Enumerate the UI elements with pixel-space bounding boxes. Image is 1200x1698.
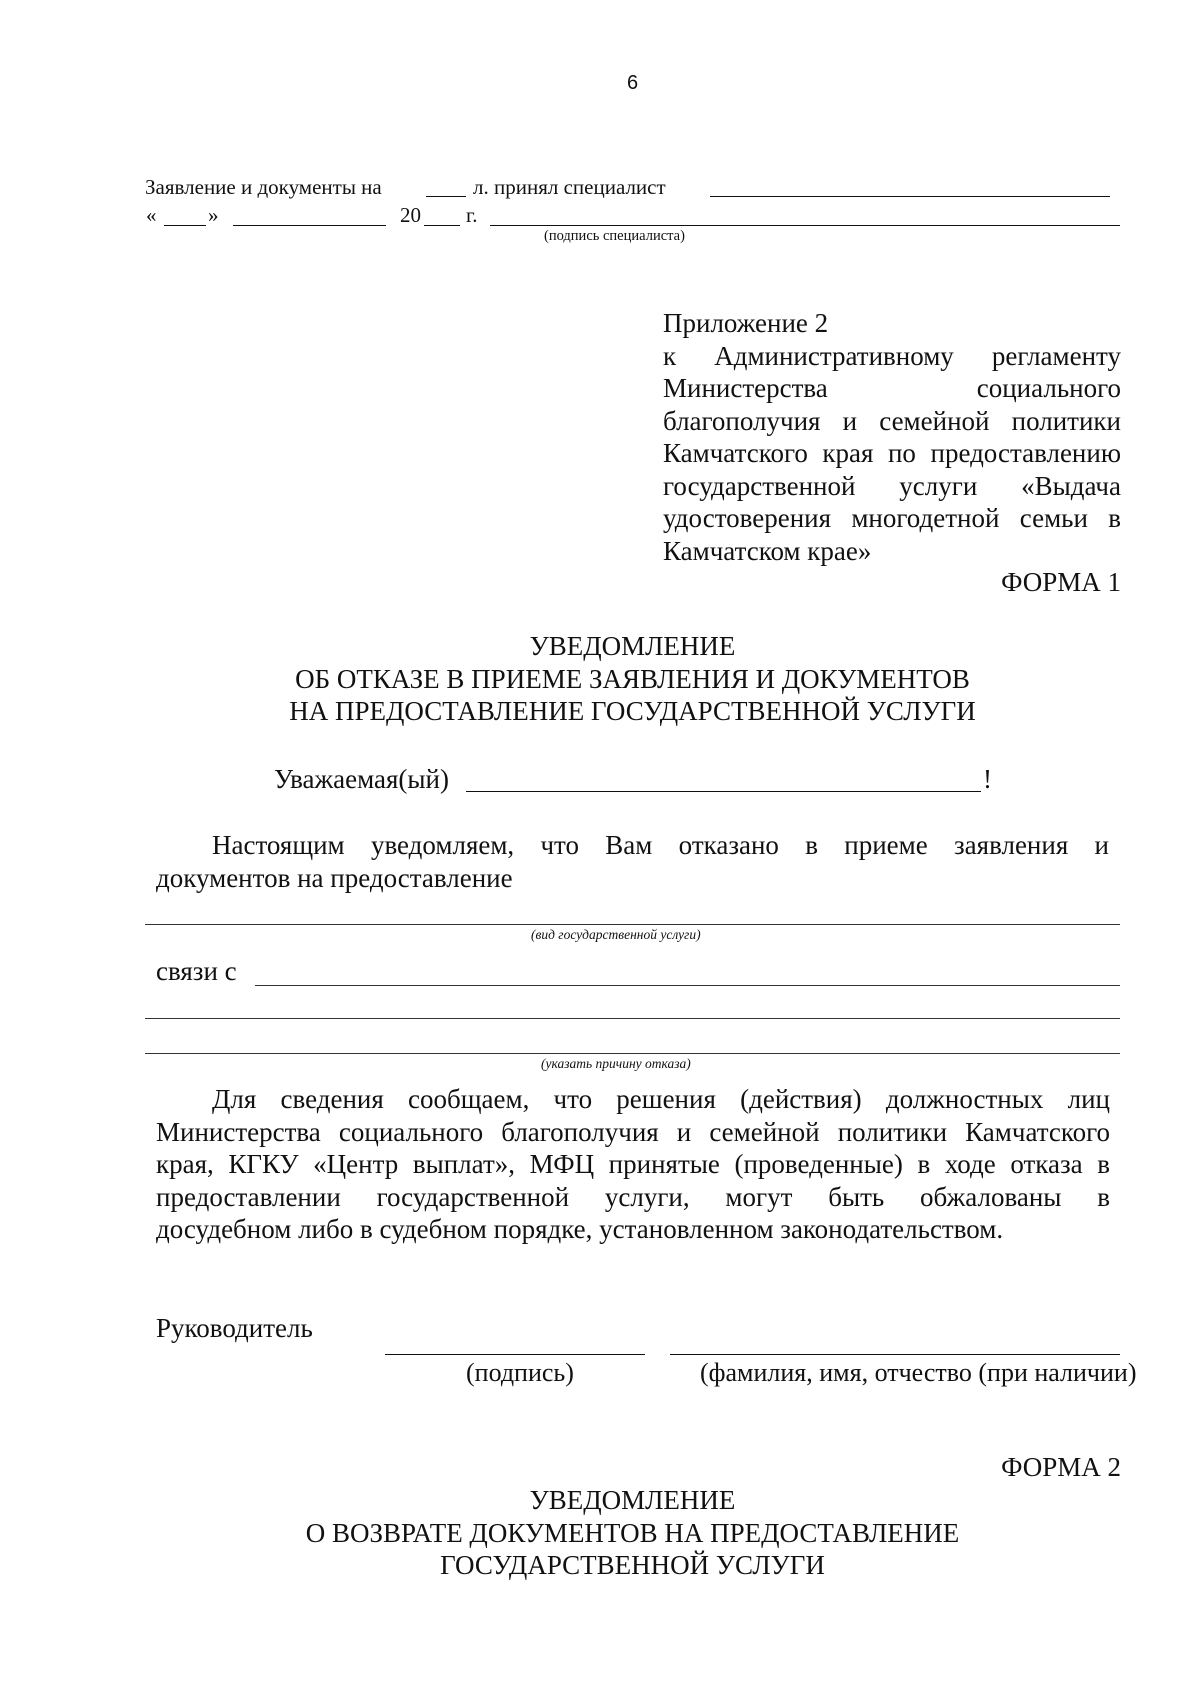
notice1-body-line1: Настоящим уведомляем, что Вам отказано в приеме заявления и — [212, 830, 1109, 860]
info-line: предоставлении государственной услуги, могут быть обжалованы в — [156, 1181, 1110, 1212]
quote-close: » — [208, 203, 219, 227]
head-name-caption: (фамилия, имя, отчество (при наличии) — [700, 1358, 1137, 1387]
reason-field-line3[interactable] — [145, 1053, 1120, 1054]
head-signature-field[interactable] — [385, 1354, 645, 1355]
day-field[interactable] — [164, 225, 206, 226]
info-line: Министерства социального благополучия и семейной политики Камчатского — [156, 1116, 1110, 1147]
appendix-line: удостоверения многодетной семьи в — [663, 503, 1121, 533]
appendix-line: Камчатского края по предоставлению — [663, 438, 1121, 468]
appendix-line: государственной услуги «Выдача — [663, 470, 1121, 501]
year-field[interactable] — [424, 225, 460, 226]
sheets-count-field[interactable] — [426, 196, 466, 197]
appendix-line: Министерства социального — [663, 373, 1121, 403]
specialist-signature-field[interactable] — [490, 225, 1120, 226]
appendix-block — [663, 307, 1121, 567]
head-signature-caption: (подпись) — [466, 1358, 574, 1387]
form2-label: ФОРМА 2 — [1001, 1452, 1121, 1482]
appendix-line: Приложение 2 — [663, 308, 829, 338]
form1-label: ФОРМА 1 — [1001, 567, 1121, 597]
notice1-title — [145, 630, 1120, 728]
service-type-caption: (вид государственной услуги) — [531, 927, 701, 942]
notice1-title-line: УВЕДОМЛЕНИЕ — [529, 631, 736, 661]
specialist-name-field[interactable] — [710, 196, 1110, 197]
reason-field-line1[interactable] — [255, 985, 1120, 986]
receipt-text-documents: Заявление и документы на — [145, 175, 382, 199]
specialist-signature-caption: (подпись специалиста) — [544, 228, 685, 244]
year-prefix: 20 — [400, 203, 421, 227]
quote-open: « — [146, 203, 157, 227]
notice1-title-line: ОБ ОТКАЗЕ В ПРИЕМЕ ЗАЯВЛЕНИЯ И ДОКУМЕНТОВ — [295, 663, 970, 694]
info-line: края, КГКУ «Центр выплат», МФЦ принятые (проведенные) в ходе отказа в — [156, 1149, 1110, 1179]
notice2-title-line: О ВОЗВРАТЕ ДОКУМЕНТОВ НА ПРЕДОСТАВЛЕНИЕ — [305, 1517, 960, 1548]
year-suffix: г. — [466, 203, 478, 227]
head-label: Руководитель — [156, 1313, 313, 1343]
appendix-line: благополучия и семейной политики — [663, 405, 1121, 436]
head-name-field[interactable] — [670, 1354, 1120, 1355]
receipt-text-accepted: л. принял специалист — [473, 175, 666, 199]
appendix-line: к Административному регламенту — [663, 340, 1121, 371]
reason-caption: (указать причину отказа) — [541, 1056, 691, 1071]
info-line: досудебном либо в судебном порядке, установленном законодательством. — [156, 1214, 1004, 1244]
notice2-title — [145, 1484, 1120, 1582]
reason-prefix: связи с — [156, 956, 237, 986]
info-line: Для сведения сообщаем, что решения (действия) должностных лиц — [212, 1084, 1110, 1114]
greeting-label: Уважаемая(ый) — [274, 764, 449, 794]
notice1-body-line2: документов на предоставление — [156, 863, 513, 893]
recipient-name-field[interactable] — [466, 791, 981, 792]
appendix-line: Камчатском крае» — [663, 535, 872, 566]
notice1-title-line: НА ПРЕДОСТАВЛЕНИЕ ГОСУДАРСТВЕННОЙ УСЛУГИ — [289, 696, 976, 726]
month-field[interactable] — [233, 225, 386, 226]
page-number: 6 — [626, 72, 639, 94]
service-type-field[interactable] — [145, 924, 1120, 925]
notice2-title-line: УВЕДОМЛЕНИЕ — [529, 1485, 736, 1515]
notice2-title-line: ГОСУДАРСТВЕННОЙ УСЛУГИ — [440, 1550, 825, 1580]
greeting-exclamation: ! — [983, 764, 992, 794]
reason-field-line2[interactable] — [145, 1018, 1120, 1019]
notice1-info-paragraph — [156, 1083, 1110, 1246]
